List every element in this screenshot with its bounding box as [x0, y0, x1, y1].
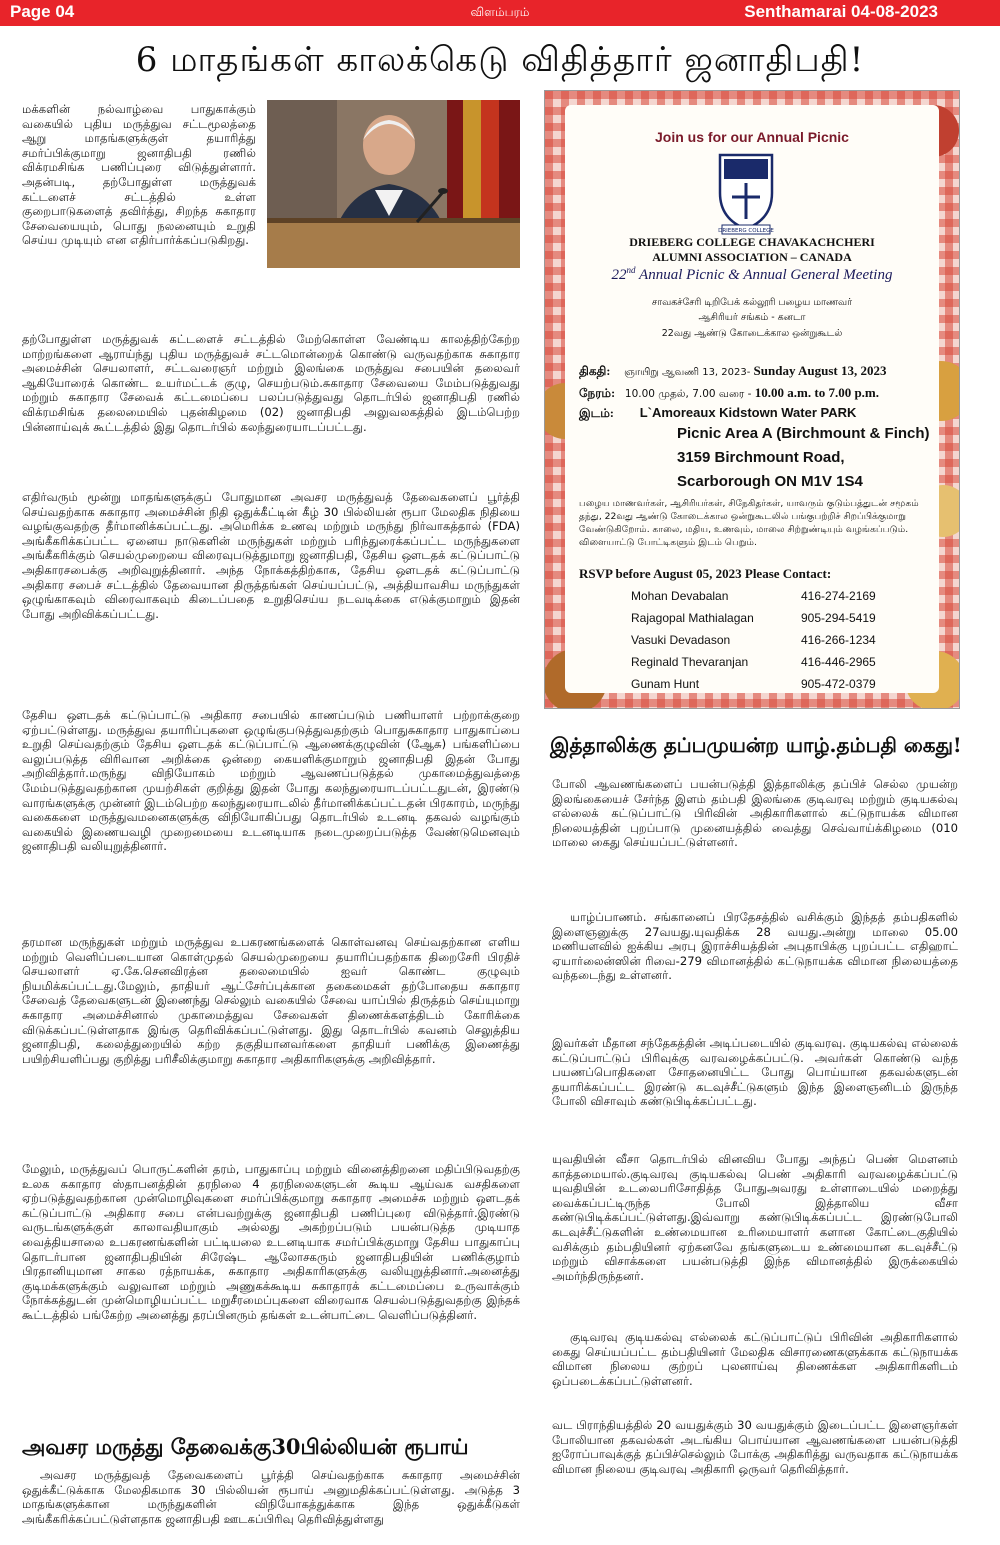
contact-phone: 905-294-5419 — [801, 611, 876, 625]
article1-para-6: மேலும், மருத்துவப் பொருட்களின் தரம், பாதுகாப்பு மற்றும் வினைத்திறனை மதிப்பிடுவதற்கு உலக சுகாதார ஸ்தாபனத்தின் தரநிலை 4 தரநிலைகளுடன் கூடிய ஆய்வக வசதிகளை ஏற்படுத்துவதற்கான முன்மொழிவுகளை சமர்ப்பிக்குமாறு சுகாதார அமைச்சு மற்றும் ஔடதக் கட்டுப்பாட்டு அதிகார சபை என்பவற்றுக்கு ஜனாதிபதி பணிப்புரை விடுத்தார்.இரண்டு வருடங்களுக்குள் காலாவதியாகும் அல்லது அகற்றப்படும் பயன்படுத்த முடியாத வைத்தியசாலை உபகரணங்களின் பட்டியலை உடனடியாக சமர்ப்பிக்குமாறு தேசிய பாதுகாப்பு தொடர்பான ஜனாதிபதியின் சிரேஷ்ட ஆலோசகரும் ஜனாதிபதியின் பணிக்குழாம் பிரதானியுமான சாகல ரத்நாயக்க, சுகாதார அதிகாரிகளுக்கு வலியுறுத்தினார்.அனைத்து குடிமக்களுக்கும் வலுவான மற்றும் அணுகக்கூடிய சுகாதாரக் கட்டமைப்பை உருவாக்கும் நோக்கத்துடன் முன்மொழியப்பட்ட மறுசீரமைப்புகளை விரைவாக செயல்படுத்துவதற்கு இந்தக் கூட்டத்தில் பங்கேற்ற அனைத்து தரப்பினரும் தங்கள் உடன்பாட்டை வெளிப்படுத்தினர். — [22, 1162, 520, 1322]
flyer-invite-title: Join us for our Annual Picnic — [655, 129, 849, 145]
article3-para-5: குடிவரவு குடியகல்வு எல்லைக் கட்டுப்பாட்டுப் பிரிவின் அதிகாரிகளால் கைது செய்யப்பட்ட தம்பதியினர் மேலதிக விசாரணைகளுக்காக கட்டுநாயக்க விமான நிலைய குற்றப் புலனாய்வு திணைக்கள அதிகாரிகளிடம் ஒப்படைக்கப்பட்டுள்ளனர். — [552, 1330, 958, 1388]
invitation-text: பழைய மாணவர்கள், ஆசிரியர்கள், சிநேகிதர்கள், யாவரும் குடும்பத்துடன் சமூகம் தந்து, 22வது ஆண்டு கோடைக்கால ஒன்றுகூடலில் பங்குபற்றிச் சிறப்பிக்குமாறு வேண்டுகிறோம். காலை, மதிய, உணவும், மாலை சிற்றுண்டியும் வழங்கப்படும். விளையாட்டு போட்டிகளும் இடம் பெறும். — [579, 498, 919, 548]
contact-phone: 416-266-1234 — [801, 633, 876, 647]
flyer-card — [565, 105, 939, 693]
tamil-org-line-1: சாவகச்சேரி டிறிபேக் கல்லூரி பழைய மாணவர் — [651, 297, 853, 308]
page-number: Page 04 — [10, 2, 75, 21]
address-line-1: Picnic Area A (Birchmount & Finch) — [677, 425, 930, 442]
alumni-association: ALUMNI ASSOCIATION – CANADA — [652, 250, 852, 264]
main-headline: 6 மாதங்கள் காலக்கெடு விதித்தார் ஜனாதிபதி! — [135, 40, 865, 80]
article3-para-6: வட பிராந்தியத்தில் 20 வயதுக்கும் 30 வயதுக்கும் இடைப்பட்ட இளைஞர்கள் போலியான தகவல்கள் அடங்கிய பொய்யான ஆவணங்களை பயன்படுத்தி ஐரோப்பாவுக்குத் தப்பிச்செல்லும் போக்கு அதிகரித்து வருவதாக கட்டுநாயக்க விமான நிலைய குடிவரவு அதிகாரி ஒருவர் தெரிவித்தார். — [552, 1418, 958, 1476]
event-number-suffix: nd — [626, 265, 636, 275]
college-name: DRIEBERG COLLEGE CHAVAKACHCHERI — [629, 235, 875, 249]
time-value-tamil: 10.00 முதல், 7.00 வரை - — [624, 388, 755, 400]
article3-para-4: யுவதியின் வீசா தொடர்பில் வினவிய போது அந்தப் பெண் மௌனம் காத்தமையால்.குடிவரவு குடியகல்வு பெண் அதிகாரி வரவழைக்கப்பட்டு யுவதியின் உடலைபரிசோதித்த போதுஅவரது உள்ளாடையில் மறைத்து வைக்கப்பட்டிருந்த போலி இத்தாலிய வீசா கண்டுபிடிக்கப்பட்டுள்ளது.இவ்வாறு கண்டுபிடிக்கப்பட்ட இரண்டுபோலி கடவுச்சீட்டுகளின் உண்மையான உரிமையாளர் களான கோட்டைகுதியில் வசிக்கும் தம்பதியினர் ஏற்கனவே தங்களுடைய உண்மையான கடவுச்சீட்டு மற்றும் விசாக்களை பயன்படுத்தி இந்த விமானத்தில் இருக்கையில் அமர்ந்திருந்தனர். — [552, 1152, 958, 1283]
tamil-event-line: 22வது ஆண்டு கோடைக்கால ஒன்றுகூடல் — [661, 328, 843, 339]
subhead-emergency-medicine: அவசர மருத்து தேவைக்கு30பில்லியன் ரூபாய் — [22, 1434, 469, 1459]
masthead-date: Senthamarai 04-08-2023 — [744, 2, 938, 21]
article1-para-3: எதிர்வரும் மூன்று மாதங்களுக்குப் போதுமான அவசர மருத்துவத் தேவைகளைப் பூர்த்தி செய்வதற்காக சுகாதார அமைச்சின் நிதி ஒதுக்கீட்டின் கீழ் 30 பில்லியன் ரூபா மேலதிக நிதியை வழங்குவதற்கு தீர்மானிக்கப்பட்டது. அமெரிக்க உணவு மற்றும் மருந்து நிர்வாகத்தால் (FDA) அங்கீகரிக்கப்பட்ட ஏனைய நாடுகளின் மருந்துகள் மற்றும் பரிந்துரைக்கப்பட்ட மருந்துகளை அங்கீகரிக்கும் செயல்முறையை விரைவுபடுத்துமாறு ஜனாதிபதி, தேசிய ஔடதக் கட்டுப்பாட்டு அதிகாரசபைக்கு அறிவுறுத்தினார். அந்த நோக்கத்திற்காக, தேசிய ஔடதக் கட்டுப்பாட்டு அதிகார சபைச் சட்டத்தில் தேவையான திருத்தங்கள் செய்யப்பட்டு, அத்தியாவசிய மருந்துகள் ஒழுங்காகவும் விரைவாகவும் கிடைப்பதை உறுதிசெய்ய நடவடிக்கை எடுக்குமாறும் இதன் போது அறிவிக்கப்பட்டது. — [22, 490, 520, 621]
event-number: 22 — [611, 267, 627, 283]
article3-para-1: போலி ஆவணங்களைப் பயன்படுத்தி இத்தாலிக்கு தப்பிச் செல்ல முயன்ற இலங்கையைச் சேர்ந்த இளம் தம்பதி இலங்கை குடிவரவு மற்றும் குடியகல்வு எல்லைக் கட்டுப்பாட்டு பிரிவின் அதிகாரிகளால் கட்டுநாயக்க விமான நிலையத்தின் புறப்பாடு முனையத்தில் வைத்து செவ்வாய்க்கிழமை (010 மாலை கைது செய்யப்பட்டுள்ளனர். — [552, 777, 958, 850]
college-crest-icon — [714, 149, 778, 235]
article1-para-1: மக்களின் நல்வாழ்வை பாதுகாக்கும் வகையில் புதிய மருத்துவ சட்டமூலத்தை ஆறு மாதங்களுக்குள் தயாரித்து சமர்ப்பிக்குமாறு ஜனாதிபதி ரணில் விக்ரமசிங்க பணிப்புரை விடுத்துள்ளார். அதன்படி, தற்போதுள்ள மருத்துவக் கட்டளைச் சட்டத்தில் உள்ள குறைபாடுகளைத் தவிர்த்து, சிறந்த சுகாதார சேவையையும், பொது நலனையும் உறுதி செய்ய முடியும் என எதிர்பார்க்கப்படுகிறது. — [22, 102, 256, 248]
headline-couple-arrested: இத்தாலிக்கு தப்பமுயன்ற யாழ்.தம்பதி கைது! — [550, 733, 962, 757]
section-label: விளம்பரம் — [470, 5, 530, 19]
contact-phone: 905-472-0379 — [801, 677, 876, 691]
contact-phone: 416-446-2965 — [801, 655, 876, 669]
event-time — [579, 385, 879, 402]
crest-banner-text: DRIEBERG COLLEGE — [718, 228, 774, 234]
place-label: இடம்: — [579, 406, 614, 420]
article2-para-1: அவசர மருத்துவத் தேவைகளைப் பூர்த்தி செய்வதற்காக சுகாதார அமைச்சின் ஒதுக்கீட்டுக்காக மேலதிகமாக 30 பில்லியன் ரூபாய் அனுமதிக்கப்பட்டுள்ளது. அடுத்த 3 மாதங்களுக்கான மருந்துகளின் விநியோகத்துக்காக இந்த ஒதுக்கீடுகள் அங்கீகரிக்கப்பட்டுள்ளதாக ஜனாதிபதி ஊடகப்பிரிவு தெரிவித்துள்ளது — [22, 1468, 520, 1526]
contact-name: Rajagopal Mathialagan — [631, 611, 754, 625]
article3-para-2: யாழ்ப்பாணம். சங்கானைப் பிரதேசத்தில் வசிக்கும் இந்தத் தம்பதிகளில் இளைஞனுக்கு 27வயது.யுவதிக்க 28 வயது.அன்று மாலை 05.00 மணியளவில் ஐக்கிய அரபு இராச்சியத்தின் அபுதாபிக்கு புறப்பட்ட எதிஹாட் ஏயார்லைன்ஸின் ரிவை-279 விமானத்தில் கட்டுநாயக்க விமான நிலையத்தை வந்தடைந்து உள்ளனர். — [552, 910, 958, 983]
contact-phone: 416-274-2169 — [801, 589, 876, 603]
tamil-org-line-2: ஆசிரியர் சங்கம் - கனடா — [698, 312, 806, 323]
event-date — [579, 363, 886, 380]
time-value: 10.00 a.m. to 7.00 p.m. — [754, 385, 880, 400]
article3-para-3: இவர்கள் மீதான சந்தேகத்தின் அடிப்படையில் குடிவரவு. குடியகல்வு எல்லைக் கட்டுப்பாட்டுப் பிரிவுக்கு வரவழைக்கப்பட்டு. அவர்கள் கொண்டு வந்த பயணப்பொதிகளை சோதனையிட்ட போது பொய்யான தகவல்களுடன் தயாரிக்கப்பட்ட இரண்டு கடவுச்சீட்டுகளும் இந்த இளைஞனிடம் இருந்த போலி விசாவும் கண்டுபிடிக்கப்பட்டது. — [552, 1036, 958, 1109]
article1-para-4: தேசிய ஔடதக் கட்டுப்பாட்டு அதிகார சபையில் காணப்படும் பணியாளர் பற்றாக்குறை ஏற்பட்டுள்ளது. மருத்துவ தயாரிப்புகளை ஒழுங்குபடுத்துவதற்கும் பொதுசுகாதார பாதுகாப்பை உறுதி செய்வதற்கும் தேசிய ஔடதக் கட்டுப்பாட்டு ஆணைக்குழுவின் (ஆேசு) பங்களிப்பை வலுப்படுத்த விரிவான அறிக்கை ஒன்றை கையளிக்குமாறும் ஜனாதிபதி இதன் போது அறிவித்தார்.மருந்து விநியோகம் மற்றும் ஆவணப்படுத்தல் முகாமைத்துவத்தை மேம்படுத்துவதற்கான முயற்சிகள் குறித்து இதன் போது கலந்துரையாடப்பட்டதுடன், இரண்டு வாரங்களுக்கு முன்னர் இடம்பெற்ற கலந்துரையாடலில் தீர்மானிக்கப்பட்டதன் பிரகாரம், மருந்து வகைகளை மருத்துவமனைகளுக்கு விநியோகிப்பது தொடர்பில் உடனடி தகவல் வழங்கும் வகையில் இணையவழி முறைமையை உடனடியாக நடைமுறைப்படுத்த வேண்டுமெனவும் ஜனாதிபதி வலியுறுத்தினார். — [22, 708, 520, 854]
president-photo — [267, 100, 520, 268]
article1-para-2: தற்போதுள்ள மருத்துவக் கட்டளைச் சட்டத்தில் மேற்கொள்ள வேண்டிய காலத்திற்கேற்ற மாற்றங்களை ஆராய்ந்து புதிய மருத்துவச் சட்டமொன்றைக் கொண்டு வருவதற்காக சுகாதார அமைச்சின் செயலாளர், சட்டவரைஞர் மற்றும் இலங்கை மருத்துவ சபையின் தலைவர் ஆகியோரைக் கொண்ட உயர்மட்டக் குழு, செயற்படும்.சுகாதார சேவையை மேம்படுத்துவது மற்றும் சுகாதார சேவைக் கட்டமைப்பை பலப்படுத்துவது தொடர்பில் ஜனாதிபதி ரணில் விக்ரமசிங்க தலைமையில் புதன்கிழமை (02) ஜனாதிபதி அலுவலகத்தில் இடம்பெற்ற பின்னாய்வுக் கூட்டத்தில் இது தொடர்பில் கலந்துரையாடப்பட்டது. — [22, 332, 520, 434]
rsvp-line: RSVP before August 05, 2023 Please Contact: — [579, 566, 832, 581]
date-value: Sunday August 13, 2023 — [753, 363, 887, 378]
address-line-2: 3159 Birchmount Road, — [677, 449, 845, 466]
contact-name: Reginald Thevaranjan — [631, 655, 749, 669]
contact-name: Gunam Hunt — [631, 677, 700, 691]
event-title-text: Annual Picnic & Annual General Meeting — [635, 267, 893, 283]
page-header-bar — [0, 0, 1000, 26]
picnic-flyer — [544, 90, 960, 709]
article1-para-5: தரமான மருந்துகள் மற்றும் மருத்துவ உபகரணங்களைக் கொள்வனவு செய்வதற்கான எளிய மற்றும் வெளிப்படையான கொள்முதல் செயல்முறையை தயாரிப்பதற்காக திறைசேரி பிரதிச் செயலாளர் ஏ.கே.செனவிரத்ன தலைமையில் ஐவர் கொண்ட குழுவும் நியமிக்கப்பட்டது.மேலும், தாதியர் ஆட்சேர்ப்புக்கான தகைமைகள் தற்போதைய சுகாதார சேவைத் தேவைகளுடன் இணைந்து செல்லும் வகையில் சேவை யாப்பில் திருத்தம் செய்யுமாறு சுகாதார அமைச்சினால் முகாமைத்துவ சேவைகள் திணைக்களத்திடம் கோரிக்கை விடுக்கப்பட்டுள்ளதாக இங்கு தெரிவிக்கப்பட்டுள்ளது. இது தொடர்பில் கவனம் செலுத்திய ஜனாதிபதி, கலைத்துறையில் கற்ற தகுதியானவர்களை தாதியர் பணிக்கு இணைத்து பயிற்சியளிப்பது குறித்து பரிசீலிக்குமாறு சுகாதார அதிகாரிகளுக்கு அறிவித்தார். — [22, 935, 520, 1066]
contact-name: Mohan Devabalan — [631, 589, 729, 603]
contact-name: Vasuki Devadason — [631, 633, 731, 647]
place-value: L`Amoreaux Kidstown Water PARK — [639, 405, 857, 420]
date-label: திகதி: — [579, 364, 611, 378]
address-line-3: Scarborough ON M1V 1S4 — [677, 473, 863, 490]
event-title — [565, 265, 939, 284]
date-value-tamil: ஞாயிறு ஆவணி 13, 2023- — [624, 367, 754, 378]
time-label: நேரம்: — [579, 386, 616, 400]
event-place — [579, 405, 856, 422]
president-photo-illustration — [267, 100, 520, 268]
